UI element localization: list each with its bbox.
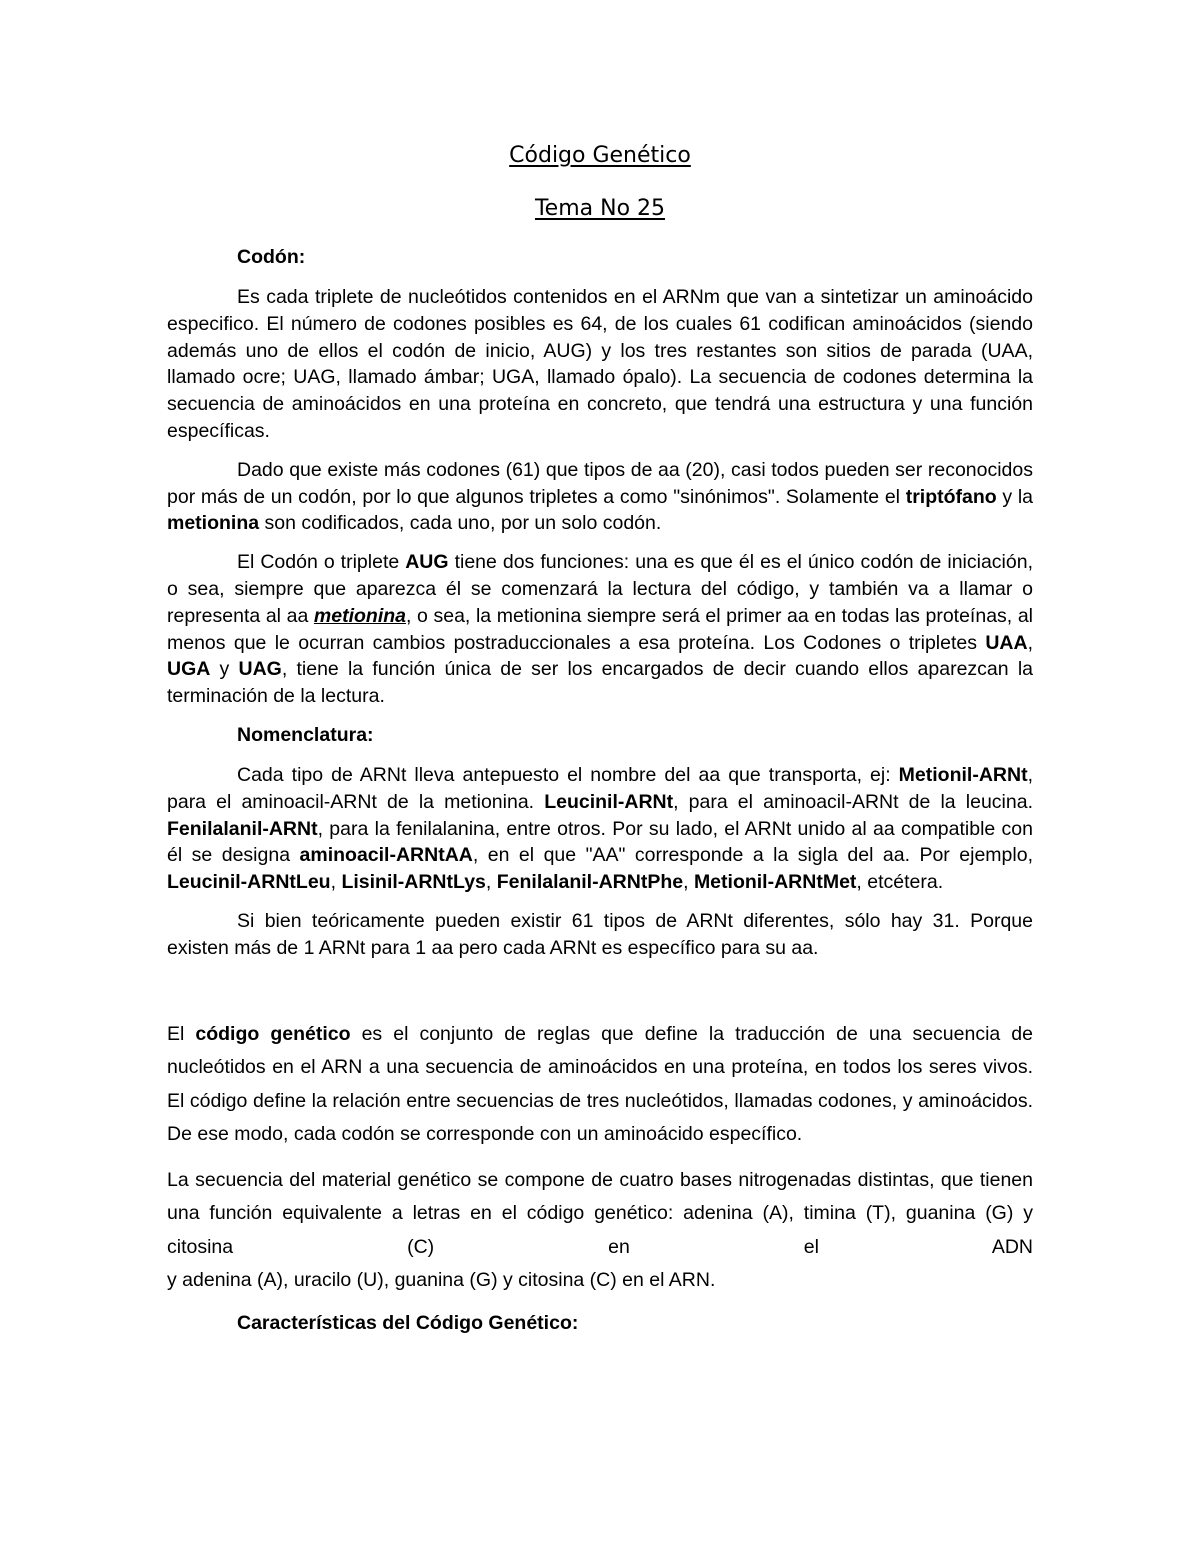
text: es el conjunto de reglas que define la traducción de una secuencia de nucleótidos en el ARN a una secuencia de aminoácidos en una proteína, en todos los seres vivos. El código define la relación entre secuencias de tres nucleótidos, llamadas codones, y aminoácidos. De ese modo, cada codón se corresponde con un aminoácido específico. xyxy=(167,1022,1033,1146)
document-body xyxy=(167,244,1033,1350)
paragraph-nomenclatura xyxy=(167,762,1033,896)
bold-term: Leucinil-ARNt xyxy=(544,790,674,813)
spacer xyxy=(167,974,1033,1018)
document-title: Código Genético xyxy=(509,143,691,168)
paragraph-arnt-count: Si bien teóricamente pueden existir 61 tipos de ARNt diferentes, sólo hay 31. Porque existen más de 1 ARNt para 1 aa pero cada ARNt es específico para su aa. xyxy=(167,909,1033,959)
genetic-code-section xyxy=(167,1018,1033,1298)
bold-term: código genético xyxy=(195,1022,351,1045)
paragraph-synonyms xyxy=(167,457,1033,537)
text: El xyxy=(167,1022,196,1045)
text: , para la fenilalanina, entre otros. Por su lado, el ARNt unido al aa compatible con él se designa xyxy=(167,817,1033,867)
text: , para el aminoacil-ARNt de la leucina. xyxy=(673,790,1033,813)
text: y xyxy=(210,658,239,681)
text: , en el que "AA" corresponde a la sigla del aa. Por ejemplo, xyxy=(472,844,1033,867)
text: , xyxy=(330,871,342,894)
nomenclatura-heading: Nomenclatura: xyxy=(237,723,374,746)
bold-term: aminoacil-ARNtAA xyxy=(299,844,473,867)
bold-term: Leucinil-ARNtLeu xyxy=(167,871,331,894)
text: , para el aminoacil-ARNt de la metionina. xyxy=(167,763,1033,813)
bold-term: Metionil-ARNt xyxy=(898,763,1028,786)
bold-term: Fenilalanil-ARNtPhe xyxy=(496,871,684,894)
bold-term: AUG xyxy=(405,551,449,574)
text: , tiene la función única de ser los encargados de decir cuando ellos aparezcan la terminación de la lectura. xyxy=(167,658,1033,708)
bold-term: UGA xyxy=(167,658,211,681)
underlined-term: metionina xyxy=(313,604,407,627)
text: , xyxy=(683,871,694,894)
text: y la xyxy=(996,485,1034,508)
text: son codificados, cada uno, por un solo codón. xyxy=(259,512,662,535)
bold-term: UAA xyxy=(985,631,1028,654)
text: Dado que existe más codones (61) que tipos de aa (20), casi todos pueden ser reconocidos por más de un codón, por lo que algunos tripletes a como "sinónimos". Solamente el xyxy=(167,458,1033,508)
bold-term: metionina xyxy=(167,512,260,535)
bold-term: triptófano xyxy=(905,485,997,508)
text: , xyxy=(485,871,497,894)
text: tiene dos funciones: una es que él es el único codón de iniciación, o sea, siempre que aparezca él se comenzará la lectura del código, y también va a llamar o representa al aa xyxy=(167,551,1033,627)
text: , etcétera. xyxy=(856,871,944,894)
text: , xyxy=(1027,631,1033,654)
bold-term: Lisinil-ARNtLys xyxy=(341,871,486,894)
paragraph-aug xyxy=(167,549,1033,710)
bold-term: Fenilalanil-ARNt xyxy=(167,817,318,840)
paragraph-bases-end: y adenina (A), uracilo (U), guanina (G) y citosina (C) en el ARN. xyxy=(167,1269,716,1292)
bold-term: Metionil-ARNtMet xyxy=(693,871,857,894)
text: Cada tipo de ARNt lleva antepuesto el nombre del aa que transporta, ej: xyxy=(237,763,899,786)
text: El Codón o triplete xyxy=(237,551,406,574)
paragraph-genetic-code xyxy=(167,1018,1033,1152)
bold-term: UAG xyxy=(238,658,282,681)
codon-heading: Codón: xyxy=(237,246,306,268)
text: , o sea, la metionina siempre será el primer aa en todas las proteínas, al menos que le ocurran cambios postraduccionales a esa proteína. Los Codones o tripletes xyxy=(167,604,1033,654)
document-subtitle: Tema No 25 xyxy=(534,196,666,221)
paragraph-bases: La secuencia del material genético se compone de cuatro bases nitrogenadas distintas, que tienen una función equivalente a letras en el código genético: adenina (A), timina (T), guanina (G) y citosina (C) en el ADN xyxy=(167,1168,1033,1258)
caracteristicas-heading: Características del Código Genético: xyxy=(237,1311,579,1334)
paragraph-codon-definition: Es cada triplete de nucleótidos contenidos en el ARNm que van a sintetizar un aminoácido especifico. El número de codones posibles es 64, de los cuales 61 codifican aminoácidos (siendo además uno de ellos el codón de inicio, AUG) y los tres restantes son sitios de parada (UAA, llamado ocre; UAG, llamado ámbar; UGA, llamado ópalo). La secuencia de codones determina la secuencia de aminoácidos en una proteína en concreto, que tendrá una estructura y una función específicas. xyxy=(167,286,1033,442)
